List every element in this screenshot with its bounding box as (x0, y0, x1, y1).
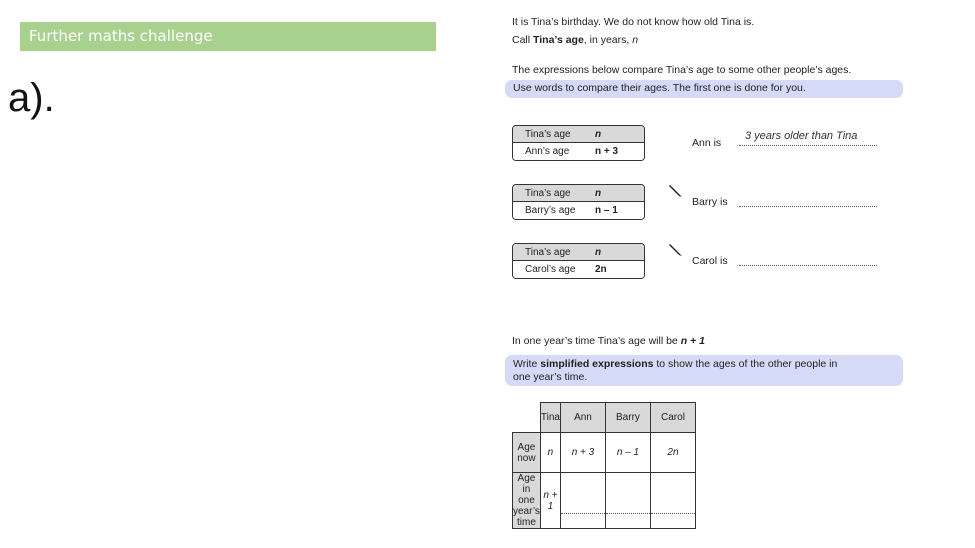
barry-age-box (512, 184, 645, 220)
cell-carol-next[interactable] (650, 473, 695, 529)
barry-box-row1-value: n (595, 187, 602, 199)
cell-ann-now: n + 3 (560, 433, 605, 473)
instruction-band-2 (505, 355, 903, 386)
barry-box-row1-label: Tina’s age (525, 187, 571, 199)
carol-box-row2-label: Carol’s age (525, 264, 576, 275)
intro-line-2-post: , in years, (583, 34, 633, 46)
intro-line-1: It is Tina’s birthday. We do not know how old Tina is. (512, 16, 755, 28)
part-label: a). (8, 76, 55, 120)
pencil-icon (668, 183, 684, 199)
ann-age-box (512, 125, 645, 161)
cell-tina-next: n + 1 (540, 473, 560, 529)
cell-barry-now: n – 1 (605, 433, 650, 473)
ann-answer: 3 years older than Tina (745, 130, 858, 142)
ann-is-label: Ann is (692, 137, 722, 149)
carol-answer-line[interactable] (739, 251, 877, 266)
table-row (513, 433, 696, 473)
instruction-2-line-1: Write simplified expressions to show the ages of the other people in (513, 358, 838, 370)
pencil-icon (668, 242, 684, 258)
cell-carol-now: 2n (650, 433, 695, 473)
table-header-row (513, 403, 696, 433)
answer-dotted-line[interactable] (606, 503, 650, 514)
row-header-next-year: Age in one year’s time (513, 473, 540, 528)
carol-box-row1-label: Tina’s age (525, 246, 571, 258)
barry-box-row-1 (513, 185, 644, 202)
carol-box-row-1 (513, 244, 644, 261)
col-header-tina: Tina (540, 403, 560, 433)
barry-box-row2-value: n – 1 (595, 205, 618, 216)
answer-dotted-line[interactable] (561, 503, 605, 514)
slide-banner: Further maths challenge (20, 22, 436, 51)
intro-line-2-bold: Tina’s age (533, 34, 584, 46)
col-header-carol: Carol (650, 403, 695, 433)
instruction-2-bold: simplified expressions (540, 358, 654, 370)
cell-barry-next[interactable] (605, 473, 650, 529)
ann-box-row1-label: Tina’s age (525, 128, 571, 140)
col-header-barry: Barry (605, 403, 650, 433)
col-header-ann: Ann (560, 403, 605, 433)
carol-box-row1-value: n (595, 246, 602, 258)
compare-line: The expressions below compare Tina’s age to some other people’s ages. (512, 64, 852, 76)
next-year-text: In one year’s time Tina’s age will be (512, 335, 681, 347)
barry-answer-line[interactable] (739, 192, 877, 207)
barry-box-row-2 (513, 202, 644, 219)
ann-box-row-2 (513, 143, 644, 160)
next-year-line (512, 335, 705, 347)
intro-line-2-var: n (632, 34, 639, 46)
answer-dotted-line[interactable] (651, 503, 695, 514)
carol-age-box (512, 243, 645, 279)
cell-ann-next[interactable] (560, 473, 605, 529)
table-corner (513, 403, 541, 433)
ages-table (512, 402, 696, 529)
instruction-band-1 (505, 80, 903, 98)
ann-box-row2-label: Ann’s age (525, 146, 570, 157)
barry-is-label: Barry is (692, 196, 728, 208)
ann-box-row2-value: n + 3 (595, 146, 619, 157)
intro-line-2 (512, 34, 638, 46)
carol-box-row-2 (513, 261, 644, 278)
next-year-expr: n + 1 (680, 335, 705, 347)
instruction-2-line-2: one year’s time. (513, 371, 588, 383)
carol-is-label: Carol is (692, 255, 728, 267)
intro-line-2-pre: Call (512, 34, 534, 46)
ann-box-row-1 (513, 126, 644, 143)
instruction-1: Use words to compare their ages. The first one is done for you. (513, 82, 806, 94)
cell-tina-now: n (540, 433, 560, 473)
barry-box-row2-label: Barry’s age (525, 205, 576, 216)
row-header-age-now: Age now (513, 433, 541, 473)
carol-box-row2-value: 2n (595, 264, 607, 275)
ann-box-row1-value: n (595, 128, 602, 140)
table-row (513, 473, 696, 529)
